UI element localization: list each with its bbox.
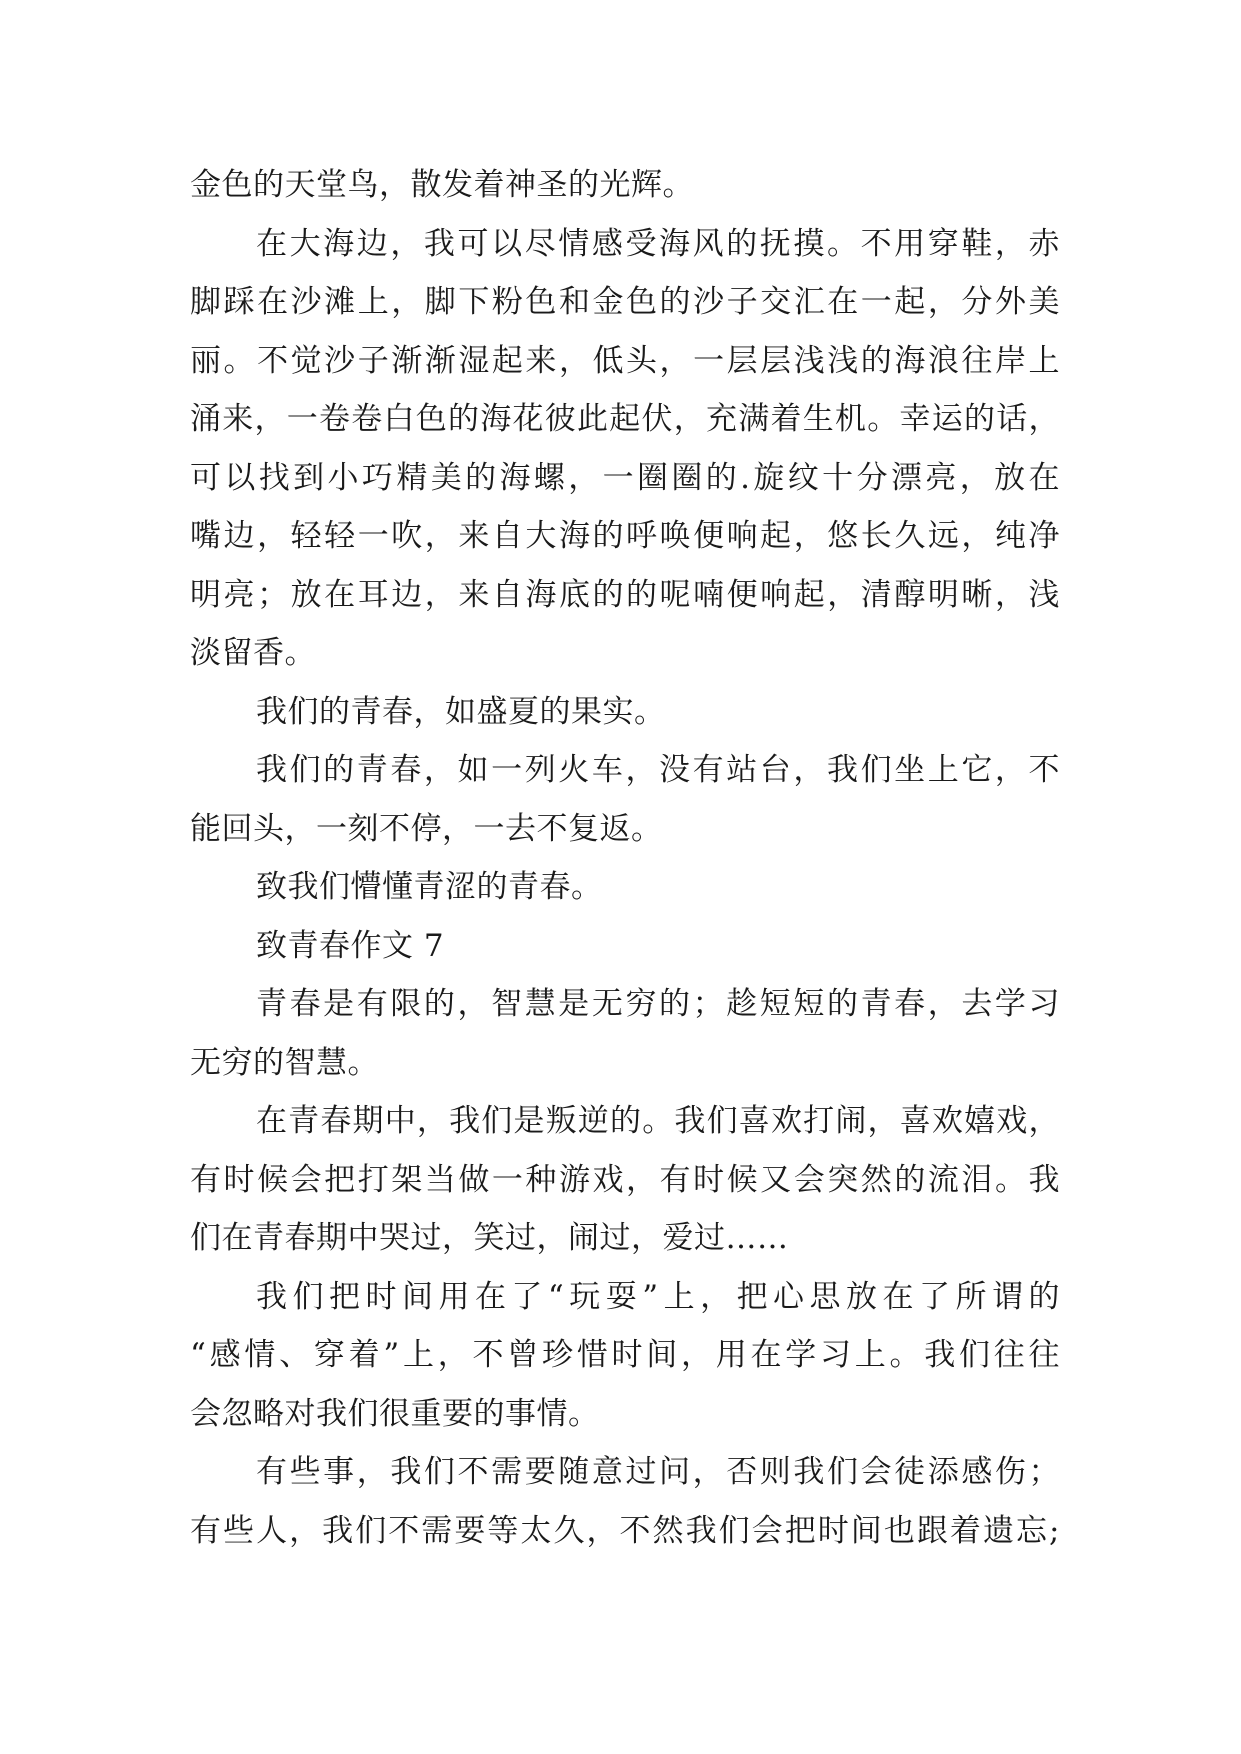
text-line: 我们的青春，如一列火车，没有站台，我们坐上它，不 xyxy=(256,752,1060,788)
text-line: 我们把时间用在了“玩耍”上，把心思放在了所谓的 xyxy=(256,1278,1060,1315)
text-line: 脚踩在沙滩上，脚下粉色和金色的沙子交汇在一起，分外美 xyxy=(190,284,1060,320)
text-line: 有些人，我们不需要等太久，不然我们会把时间也跟着遗忘; xyxy=(190,1512,1060,1549)
text-line: 在青春期中，我们是叛逆的。我们喜欢打闹，喜欢嬉戏， xyxy=(256,1103,1060,1139)
body-text xyxy=(190,156,1060,1560)
text-line: 明亮；放在耳边，来自海底的的呢喃便响起，清醇明晰，浅 xyxy=(190,576,1060,613)
text-line: 们在青春期中哭过，笑过，闹过，爱过…… xyxy=(190,1220,789,1256)
text-line: 在大海边，我可以尽情感受海风的抚摸。不用穿鞋，赤 xyxy=(256,225,1060,262)
text-line: 致青春作文 7 xyxy=(256,927,445,964)
text-line: 会忽略对我们很重要的事情。 xyxy=(190,1395,600,1432)
text-line: 涌来，一卷卷白色的海花彼此起伏，充满着生机。幸运的话， xyxy=(190,401,1060,437)
text-line: 无穷的智慧。 xyxy=(190,1044,379,1081)
text-line: 能回头，一刻不停，一去不复返。 xyxy=(190,810,663,847)
text-line: 我们的青春，如盛夏的果实。 xyxy=(256,693,666,730)
text-line: 青春是有限的，智慧是无穷的；趁短短的青春，去学习 xyxy=(256,986,1060,1022)
text-line: 嘴边，轻轻一吹，来自大海的呼唤便响起，悠长久远，纯净 xyxy=(190,518,1060,554)
text-line: 有些事，我们不需要随意过问，否则我们会徒添感伤； xyxy=(256,1454,1060,1490)
text-line: 淡留香。 xyxy=(190,635,316,671)
text-line: 有时候会把打架当做一种游戏，有时候又会突然的流泪。我 xyxy=(190,1161,1060,1198)
text-line: 丽。不觉沙子渐渐湿起来，低头，一层层浅浅的海浪往岸上 xyxy=(190,342,1060,379)
text-line: 可以找到小巧精美的海螺，一圈圈的.旋纹十分漂亮，放在 xyxy=(190,459,1060,496)
text-line: 致我们懵懂青涩的青春。 xyxy=(256,869,603,905)
text-line: 金色的天堂鸟，散发着神圣的光辉。 xyxy=(190,167,694,203)
text-line: “感情、穿着”上，不曾珍惜时间，用在学习上。我们往往 xyxy=(190,1337,1060,1373)
